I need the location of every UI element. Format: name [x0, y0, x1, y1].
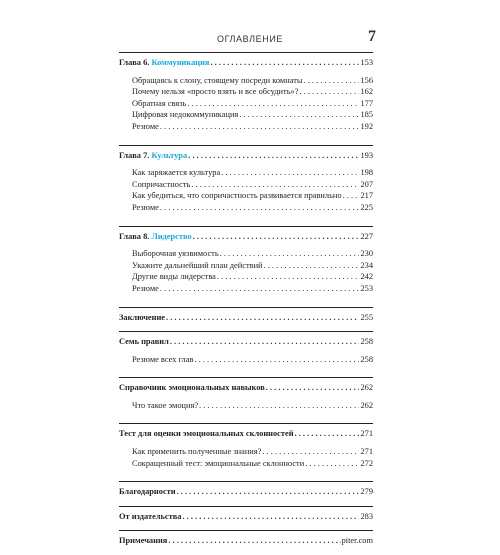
entry-label: Благодарности — [119, 487, 176, 497]
toc-subentry[interactable] — [119, 110, 373, 122]
leader-dots — [221, 168, 359, 177]
entry-label: Резюме всех глав — [132, 354, 194, 364]
leader-dots — [264, 261, 360, 270]
entry-label: От издательства — [119, 511, 182, 521]
toc-subentry[interactable] — [119, 447, 373, 459]
entry-label: Что такое эмоция? — [132, 400, 199, 410]
toc-subentry[interactable] — [119, 355, 373, 367]
chapter-title: Культура — [151, 150, 188, 160]
entry-page: 177 — [360, 98, 373, 108]
entry-page: piter.com — [341, 536, 373, 546]
entry-page: 185 — [360, 110, 373, 120]
leader-dots — [262, 447, 359, 456]
toc-entry-seven-rules[interactable] — [119, 337, 373, 349]
entry-label: Как применить полученные знания? — [132, 447, 262, 457]
entry-label: Резюме — [132, 283, 159, 293]
chapter-title: Коммуникация — [151, 58, 210, 67]
leader-dots — [217, 272, 360, 281]
entry-page: 198 — [360, 168, 373, 178]
toc-subentry[interactable] — [119, 203, 373, 215]
entry-page: 193 — [360, 150, 373, 160]
leader-dots — [266, 383, 360, 392]
entry-label: Тест для оценки эмоциональных склонностей — [119, 429, 294, 439]
running-head: ОГЛАВЛЕНИЕ — [216, 34, 284, 44]
toc-section-chapter-7 — [119, 145, 373, 226]
entry-page: 253 — [360, 283, 373, 293]
entry-label: Цифровая недокоммуникация — [132, 110, 239, 120]
entry-page: 271 — [360, 429, 373, 439]
toc-subentry[interactable] — [119, 180, 373, 192]
toc-section-thanks — [119, 481, 373, 506]
toc-section-seven-rules — [119, 331, 373, 377]
toc-subentry[interactable] — [119, 401, 373, 413]
entry-page: 227 — [360, 231, 373, 241]
toc-entry-test[interactable] — [119, 429, 373, 441]
leader-dots — [182, 512, 359, 521]
leader-dots — [166, 313, 359, 322]
toc-subentry[interactable] — [119, 261, 373, 273]
toc-section-notes — [119, 530, 373, 555]
toc-section-chapter-6 — [119, 52, 373, 145]
toc-section-conclusion — [119, 307, 373, 332]
entry-label: Резюме — [132, 202, 159, 212]
chapter-title: Лидерство — [151, 231, 192, 241]
entry-page: 230 — [360, 249, 373, 259]
leader-dots — [188, 151, 359, 160]
entry-page: 262 — [360, 383, 373, 393]
entry-label: Как заряжается культура — [132, 168, 221, 178]
leader-dots — [295, 429, 360, 438]
toc-entry-thanks[interactable] — [119, 487, 373, 499]
entry-page: 258 — [360, 337, 373, 347]
entry-page: 156 — [360, 75, 373, 85]
entry-label: Резюме — [132, 121, 159, 131]
chapter-prefix: Глава 6. — [119, 58, 152, 67]
entry-page: 153 — [360, 58, 373, 67]
toc-entry-notes[interactable] — [119, 536, 373, 548]
toc-subentry[interactable] — [119, 191, 373, 203]
leader-dots — [305, 459, 359, 468]
toc-subentry[interactable] — [119, 249, 373, 261]
entry-page: 162 — [360, 87, 373, 97]
leader-dots — [170, 337, 360, 346]
toc-subentry[interactable] — [119, 459, 373, 471]
leader-dots — [343, 191, 360, 200]
toc-section-chapter-8 — [119, 226, 373, 307]
entry-page: 271 — [360, 447, 373, 457]
toc-entry-conclusion[interactable] — [119, 313, 373, 325]
toc-entry-chapter-6[interactable] — [119, 58, 373, 70]
toc-subentry[interactable] — [119, 284, 373, 296]
entry-label: Заключение — [119, 312, 166, 322]
entry-page: 207 — [360, 179, 373, 189]
leader-dots — [193, 232, 360, 241]
chapter-prefix: Глава 7. — [119, 150, 152, 160]
entry-label: Обратная связь — [132, 98, 187, 108]
toc-subentry[interactable] — [119, 272, 373, 284]
leader-dots — [194, 355, 359, 364]
leader-dots — [187, 99, 359, 108]
entry-label: Как убедиться, что сопричастность развивается правильно — [132, 191, 342, 201]
toc-subentry[interactable] — [119, 99, 373, 111]
leader-dots — [177, 487, 360, 496]
leader-dots — [191, 180, 359, 189]
toc-section-test — [119, 423, 373, 481]
table-of-contents — [119, 52, 373, 555]
toc-entry-chapter-7[interactable] — [119, 151, 373, 163]
chapter-prefix: Глава 8. — [119, 231, 152, 241]
leader-dots — [304, 76, 360, 85]
entry-page: 225 — [360, 202, 373, 212]
leader-dots — [199, 401, 359, 410]
entry-label: Выборочная уязвимость — [132, 249, 219, 259]
entry-label: Справочник эмоциональных навыков — [119, 383, 265, 393]
entry-page: 192 — [360, 121, 373, 131]
toc-subentry[interactable] — [119, 87, 373, 99]
entry-label: Укажите дальнейший план действий — [132, 260, 263, 270]
entry-label: Семь правил — [119, 337, 169, 347]
leader-dots — [160, 284, 360, 293]
entry-page: 262 — [360, 400, 373, 410]
entry-page: 283 — [360, 511, 373, 521]
entry-page: 217 — [360, 191, 373, 201]
entry-page: 258 — [360, 354, 373, 364]
entry-page: 279 — [360, 487, 373, 497]
toc-subentry[interactable] — [119, 76, 373, 88]
leader-dots — [239, 110, 359, 119]
leader-dots — [160, 203, 360, 212]
entry-page: 242 — [360, 272, 373, 282]
entry-page: 272 — [360, 458, 373, 468]
entry-label: Другие виды лидерства — [132, 272, 216, 282]
entry-label: Сопричастность — [132, 179, 191, 189]
entry-page: 255 — [360, 312, 373, 322]
toc-subentry[interactable] — [119, 168, 373, 180]
toc-subentry[interactable] — [119, 122, 373, 134]
page-number: 7 — [368, 28, 376, 45]
toc-entry-reference[interactable] — [119, 383, 373, 395]
toc-section-publisher — [119, 506, 373, 531]
toc-entry-chapter-8[interactable] — [119, 232, 373, 244]
leader-dots — [210, 58, 359, 67]
leader-dots — [220, 249, 360, 258]
entry-page: 234 — [360, 260, 373, 270]
leader-dots — [160, 122, 360, 131]
leader-dots — [168, 536, 340, 545]
leader-dots — [299, 87, 359, 96]
entry-label: Примечания — [119, 536, 168, 546]
entry-label: Сокращенный тест: эмоциональные склонности — [132, 458, 305, 468]
entry-label: Обращаясь к слону, стоящему посреди комнаты — [132, 75, 303, 85]
entry-label: Почему нельзя «просто взять и все обсудить»? — [132, 87, 299, 97]
toc-entry-publisher[interactable] — [119, 512, 373, 524]
toc-section-reference — [119, 377, 373, 423]
